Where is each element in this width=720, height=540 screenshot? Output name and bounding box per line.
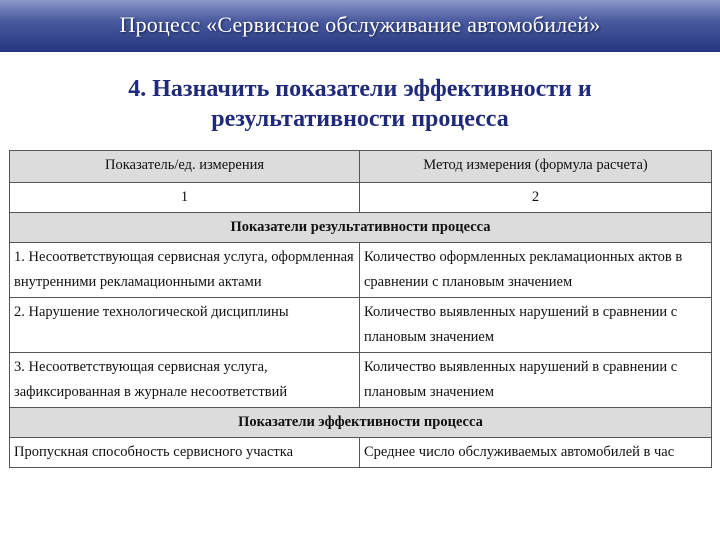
table-row [10, 298, 712, 353]
slide-title: Процесс «Сервисное обслуживание автомобилей» [119, 12, 601, 37]
column-header-method: Метод измерения (формула расчета) [360, 151, 712, 183]
table-header-row [10, 151, 712, 183]
section-heading-line-2: результативности процесса [211, 106, 509, 132]
table-row [10, 438, 712, 468]
column-number-row [10, 183, 712, 213]
indicator-cell: 1. Несоответствующая сервисная услуга, оформленная внутренними рекламационными актами [10, 243, 360, 298]
method-cell: Среднее число обслуживаемых автомобилей в час [360, 438, 712, 468]
indicator-cell: 2. Нарушение технологической дисциплины [10, 298, 360, 353]
method-cell: Количество оформленных рекламационных актов в сравнении с плановым значением [360, 243, 712, 298]
indicator-cell: Пропускная способность сервисного участка [10, 438, 360, 468]
method-cell: Количество выявленных нарушений в сравнении с плановым значением [360, 298, 712, 353]
table-row [10, 243, 712, 298]
indicators-table [9, 150, 712, 468]
indicator-cell: 3. Несоответствующая сервисная услуга, зафиксированная в журнале несоответствий [10, 353, 360, 408]
column-header-indicator: Показатель/ед. измерения [10, 151, 360, 183]
section-heading-line-1: 4. Назначить показатели эффективности и [128, 76, 592, 102]
section-row-results [10, 213, 712, 243]
table-row [10, 353, 712, 408]
method-cell: Количество выявленных нарушений в сравнении с плановым значением [360, 353, 712, 408]
section-title-results: Показатели результативности процесса [10, 213, 712, 243]
column-number-1: 1 [10, 183, 360, 213]
section-row-efficiency [10, 408, 712, 438]
slide-header [0, 0, 720, 52]
column-number-2: 2 [360, 183, 712, 213]
section-title-efficiency: Показатели эффективности процесса [10, 408, 712, 438]
section-heading [0, 74, 720, 134]
